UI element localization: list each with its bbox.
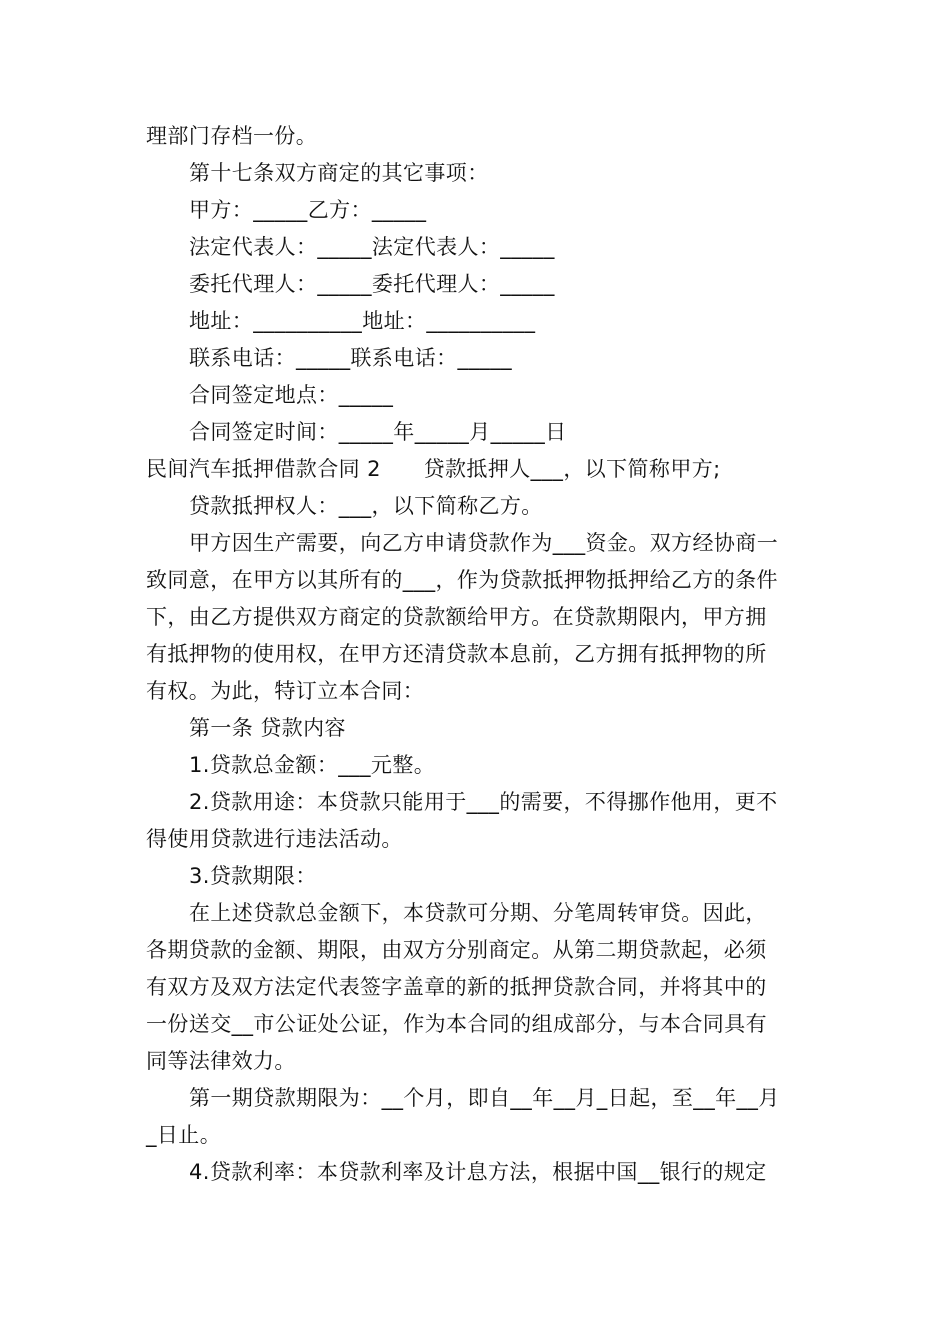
signing-date-line: 合同签定时间：_____年_____月_____日 — [189, 420, 567, 444]
text-line: 一份送交__市公证处公证，作为本合同的组成部分，与本合同具有 — [146, 1012, 767, 1036]
signing-place-line: 合同签定地点：_____ — [189, 383, 394, 407]
article-1-heading: 第一条 贷款内容 — [189, 716, 346, 740]
text-line: 第一期贷款期限为：__个月，即自__年__月_日起，至__年__月 — [189, 1086, 780, 1110]
text-line: 下，由乙方提供双方商定的贷款额给甲方。在贷款期限内，甲方拥 — [146, 605, 767, 629]
text-line: 同等法律效力。 — [146, 1049, 296, 1073]
party-line: 甲方：_____乙方：_____ — [189, 198, 427, 222]
text-line: 4.贷款利率：本贷款利率及计息方法，根据中国__银行的规定 — [189, 1160, 767, 1184]
text-line: _日止。 — [146, 1123, 222, 1147]
text-line: 贷款抵押权人：___，以下简称乙方。 — [189, 494, 543, 518]
text-line: 得使用贷款进行违法活动。 — [146, 827, 403, 851]
contract-title-line: 民间汽车抵押借款合同 2 贷款抵押人___，以下简称甲方; — [146, 457, 721, 481]
agent-line: 委托代理人：_____委托代理人：_____ — [189, 272, 555, 296]
text-line: 有双方及双方法定代表签字盖章的新的抵押贷款合同，并将其中的 — [146, 975, 767, 999]
article-17-heading: 第十七条双方商定的其它事项： — [189, 161, 489, 185]
text-line: 2.贷款用途：本贷款只能用于___的需要，不得挪作他用，更不 — [189, 790, 778, 814]
text-line: 理部门存档一份。 — [146, 124, 318, 148]
text-line: 在上述贷款总金额下，本贷款可分期、分笔周转审贷。因此， — [189, 901, 767, 925]
text-line: 有抵押物的使用权，在甲方还清贷款本息前，乙方拥有抵押物的所 — [146, 642, 767, 666]
phone-line: 联系电话：_____联系电话：_____ — [189, 346, 512, 370]
text-line: 各期贷款的金额、期限，由双方分别商定。从第二期贷款起，必须 — [146, 938, 767, 962]
text-line: 有权。为此，特订立本合同： — [146, 679, 425, 703]
text-line: 甲方因生产需要，向乙方申请贷款作为___资金。双方经协商一 — [189, 531, 779, 555]
legal-rep-line: 法定代表人：_____法定代表人：_____ — [189, 235, 555, 259]
text-line: 致同意，在甲方以其所有的___，作为贷款抵押物抵押给乙方的条件 — [146, 568, 778, 592]
address-line: 地址：__________地址：__________ — [189, 309, 536, 333]
text-line: 1.贷款总金额：___元整。 — [189, 753, 436, 777]
text-line: 3.贷款期限： — [189, 864, 317, 888]
